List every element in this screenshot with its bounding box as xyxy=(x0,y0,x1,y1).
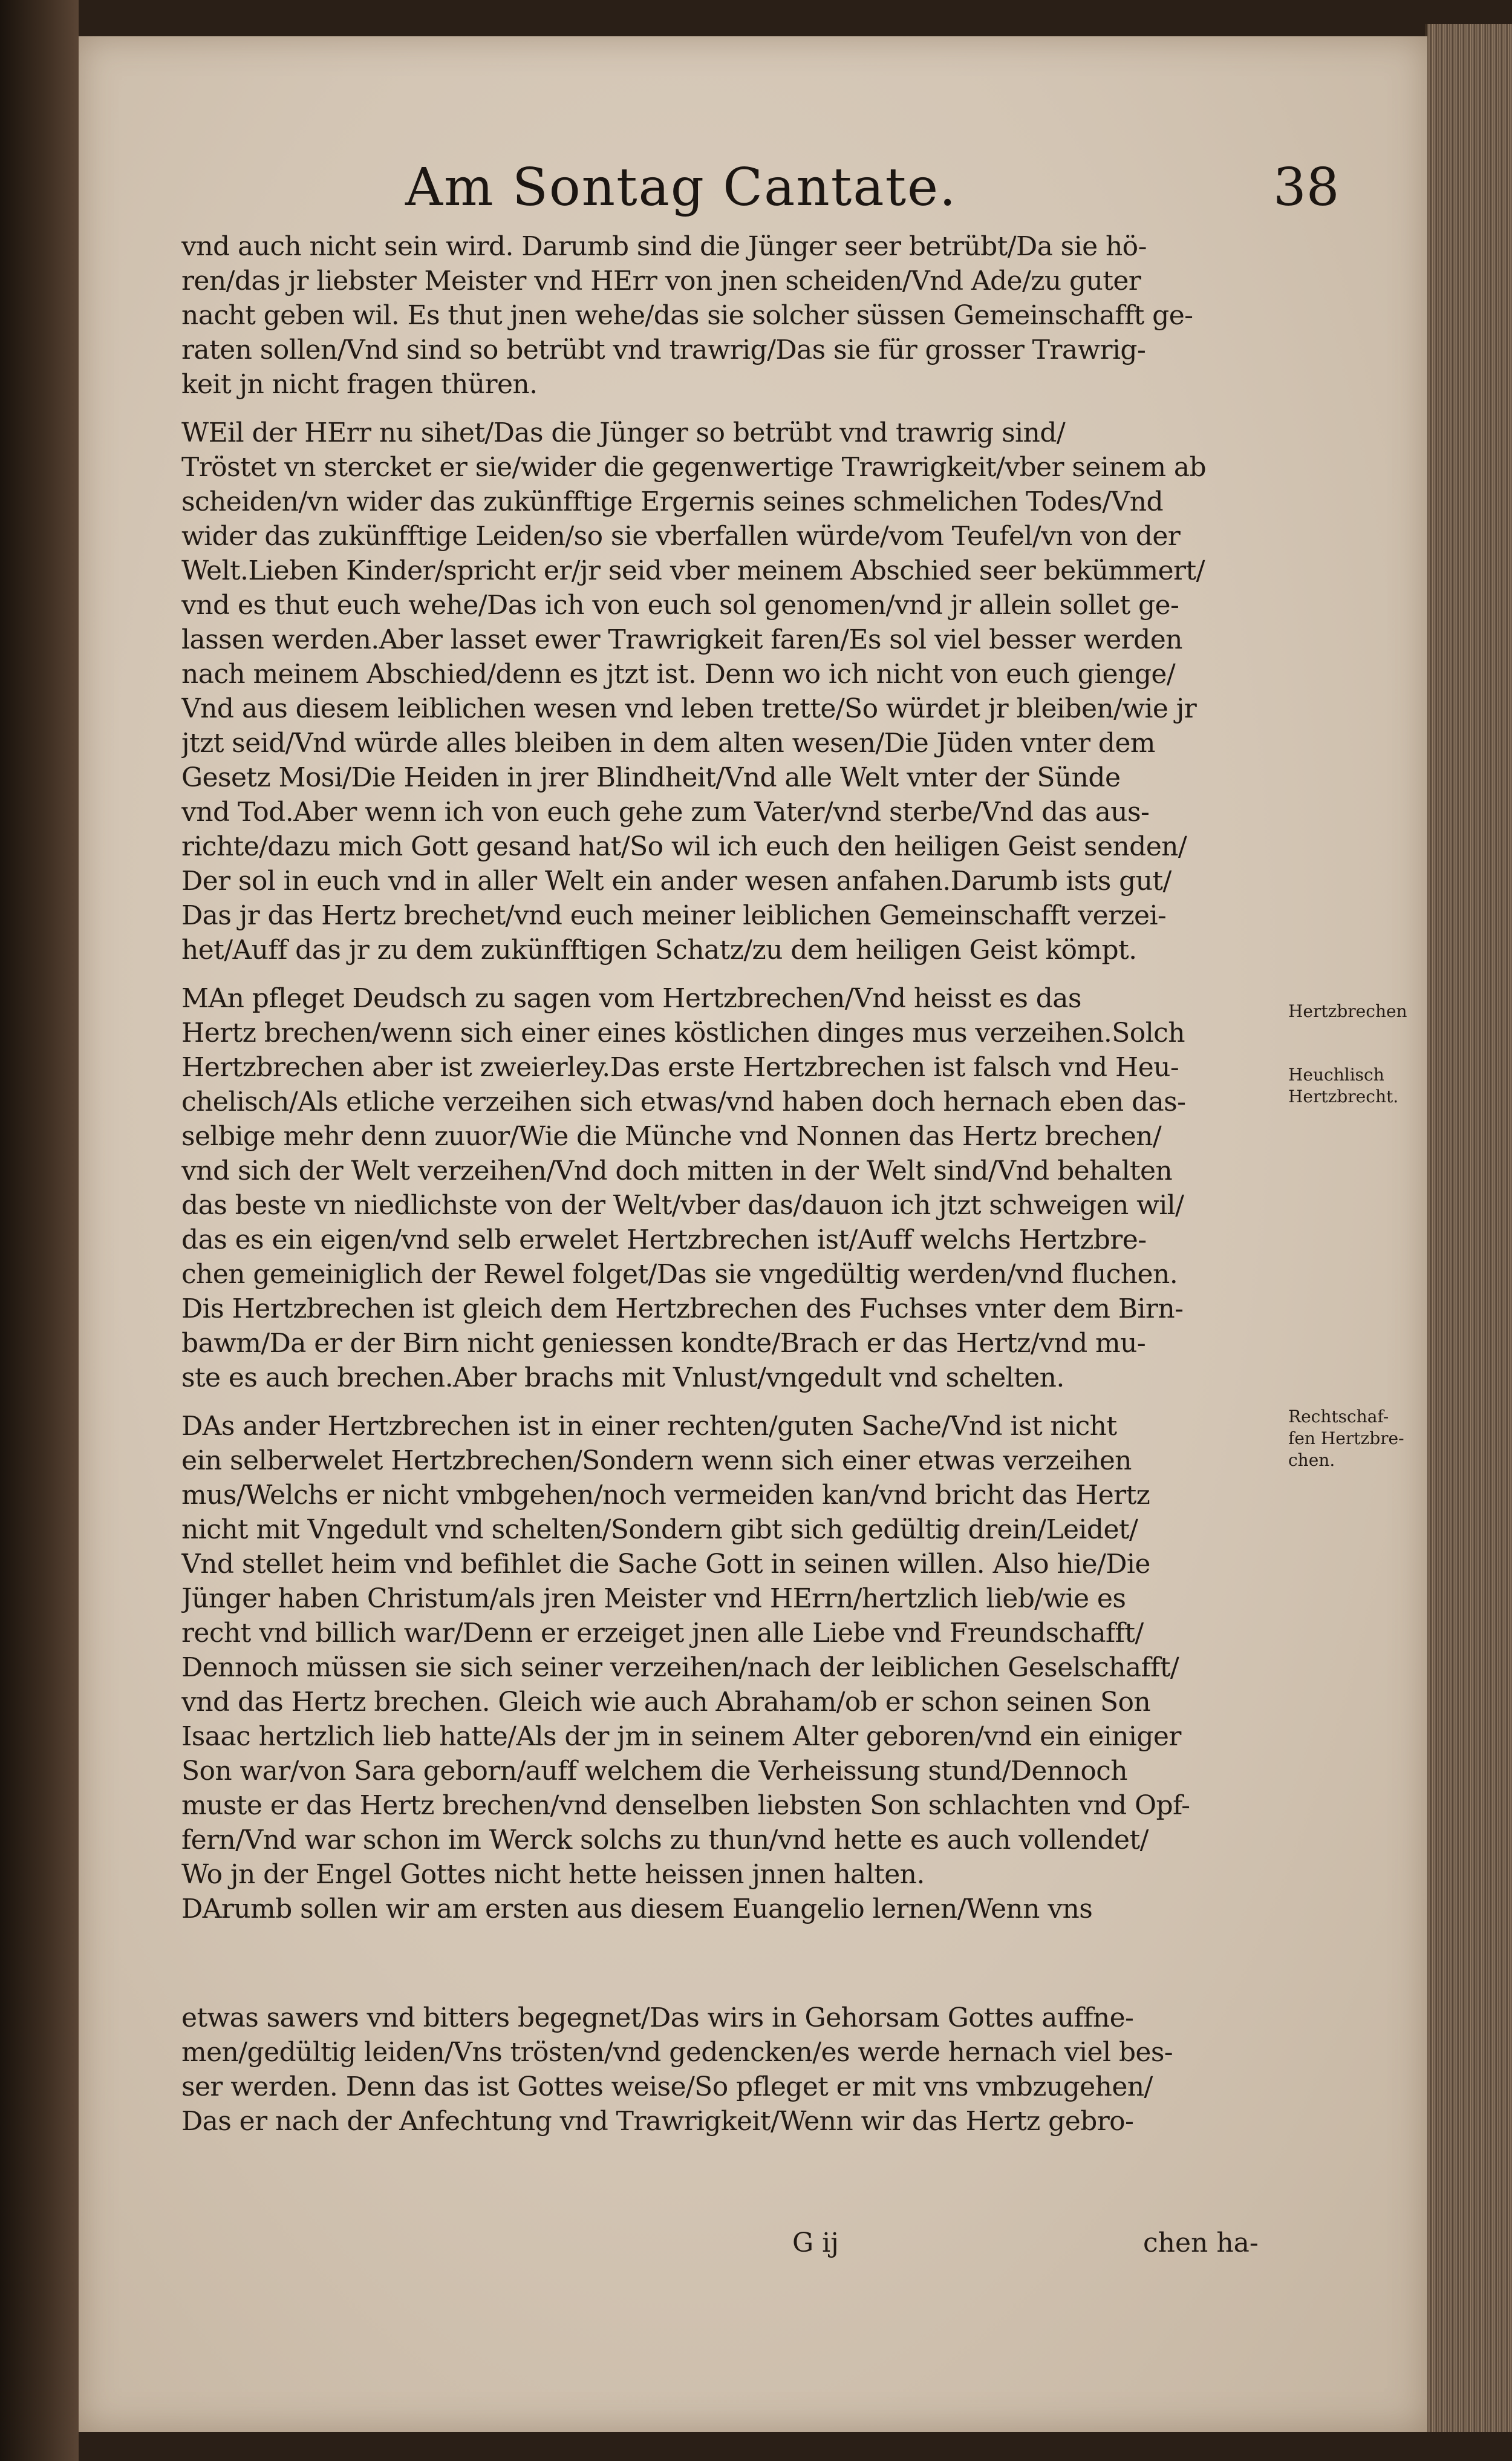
book-page xyxy=(79,36,1427,2432)
margin-note: Heuchlisch xyxy=(1288,1065,1384,1085)
text-line: vnd auch nicht sein wird. Darumb sind die Jünger seer betrübt/Da sie hö- xyxy=(181,231,1147,262)
text-line: nicht mit Vngedult vnd schelten/Sondern gibt sich gedültig drein/Leidet/ xyxy=(181,1514,1138,1545)
text-line: WEil der HErr nu sihet/Das die Jünger so betrübt vnd trawrig sind/ xyxy=(181,417,1066,448)
text-line: recht vnd billich war/Denn er erzeiget jnen alle Liebe vnd Freundschafft/ xyxy=(181,1618,1144,1649)
text-line: Wo jn der Engel Gottes nicht hette heissen jnnen halten. xyxy=(181,1859,925,1890)
text-line: men/gedültig leiden/Vns trösten/vnd gedencken/es werde hernach viel bes- xyxy=(181,2037,1173,2068)
text-line: chen gemeiniglich der Rewel folget/Das sie vngedültig werden/vnd fluchen. xyxy=(181,1259,1178,1290)
text-line: het/Auff das jr zu dem zukünfftigen Schatz/zu dem heiligen Geist kömpt. xyxy=(181,935,1137,966)
text-line: Der sol in euch vnd in aller Welt ein ander wesen anfahen.Darumb ists gut/ xyxy=(181,866,1171,897)
margin-notes xyxy=(1270,36,1421,2396)
margin-note: Hertzbrechen xyxy=(1288,1001,1407,1021)
text-line: ein selberwelet Hertzbrechen/Sondern wenn sich einer etwas verzeihen xyxy=(181,1445,1132,1476)
text-line: Das er nach der Anfechtung vnd Trawrigkeit/Wenn wir das Hertz gebro- xyxy=(181,2106,1134,2137)
text-line: das es ein eigen/vnd selb erwelet Hertzbrechen ist/Auff welchs Hertzbre- xyxy=(181,1224,1147,1255)
margin-note: Rechtschaf- xyxy=(1288,1407,1389,1427)
text-line: wider das zukünfftige Leiden/so sie vberfallen würde/vom Teufel/vn von der xyxy=(181,521,1181,552)
text-line: muste er das Hertz brechen/vnd denselben liebsten Son schlachten vnd Opf- xyxy=(181,1790,1190,1821)
text-line: fern/Vnd war schon im Werck solchs zu thun/vnd hette es auch vollendet/ xyxy=(181,1825,1149,1855)
text-line: ren/das jr liebster Meister vnd HErr von jnen scheiden/Vnd Ade/zu guter xyxy=(181,266,1141,296)
text-line: scheiden/vn wider das zukünfftige Ergernis seines schmelichen Todes/Vnd xyxy=(181,486,1164,517)
text-line: lassen werden.Aber lasset ewer Trawrigkeit faren/Es sol viel besser werden xyxy=(181,624,1182,655)
text-line: Das jr das Hertz brechet/vnd euch meiner leiblichen Gemeinschafft verzei- xyxy=(181,900,1167,931)
text-line: etwas sawers vnd bitters begegnet/Das wirs in Gehorsam Gottes auffne- xyxy=(181,2002,1134,2033)
text-line: Tröstet vn stercket er sie/wider die gegenwertige Trawrigkeit/vber seinem ab xyxy=(181,452,1207,483)
text-line: Hertz brechen/wenn sich einer eines köstlichen dinges mus verzeihen.Solch xyxy=(181,1018,1185,1048)
margin-note: fen Hertzbre- xyxy=(1288,1428,1404,1448)
text-line: vnd es thut euch wehe/Das ich von euch sol genomen/vnd jr allein sollet ge- xyxy=(181,590,1179,621)
text-line: ste es auch brechen.Aber brachs mit Vnlust/vngedult vnd schelten. xyxy=(181,1362,1064,1393)
text-line: vnd sich der Welt verzeihen/Vnd doch mitten in der Welt sind/Vnd behalten xyxy=(181,1155,1173,1186)
text-line: Gesetz Mosi/Die Heiden in jrer Blindheit/Vnd alle Welt vnter der Sünde xyxy=(181,762,1121,793)
book-spine-shadow xyxy=(0,0,79,2461)
text-line: Dis Hertzbrechen ist gleich dem Hertzbrechen des Fuchses vnter dem Birn- xyxy=(181,1293,1184,1324)
text-line: DAs ander Hertzbrechen ist in einer rechten/guten Sache/Vnd ist nicht xyxy=(181,1411,1117,1442)
text-line: Dennoch müssen sie sich seiner verzeihen/nach der leiblichen Geselschafft/ xyxy=(181,1652,1179,1683)
text-line: Hertzbrechen aber ist zweierley.Das erste Hertzbrechen ist falsch vnd Heu- xyxy=(181,1052,1179,1083)
body-text xyxy=(103,36,1288,2396)
page-edges xyxy=(1425,24,1512,2432)
text-line: Welt.Lieben Kinder/spricht er/jr seid vber meinem Abschied seer bekümmert/ xyxy=(181,555,1205,586)
margin-note: Hertzbrecht. xyxy=(1288,1087,1399,1106)
text-line: raten sollen/Vnd sind so betrübt vnd trawrig/Das sie für grosser Trawrig- xyxy=(181,335,1146,365)
text-line xyxy=(181,2174,1318,2208)
signature-mark: G ij xyxy=(792,2227,839,2258)
text-line: MAn pfleget Deudsch zu sagen vom Hertzbrechen/Vnd heisst es das xyxy=(181,983,1081,1014)
text-line: das beste vn niedlichste von der Welt/vber das/dauon ich jtzt schweigen wil/ xyxy=(181,1190,1184,1221)
text-line xyxy=(181,2139,1318,2173)
text-line: Vnd stellet heim vnd befihlet die Sache Gott in seinen willen. Also hie/Die xyxy=(181,1549,1150,1580)
text-line: Son war/von Sara geborn/auff welchem die Verheissung stund/Dennoch xyxy=(181,1756,1127,1786)
margin-note: chen. xyxy=(1288,1450,1335,1470)
text-line: bawm/Da er der Birn nicht geniessen kondte/Brach er das Hertz/vnd mu- xyxy=(181,1328,1146,1359)
text-line: vnd Tod.Aber wenn ich von euch gehe zum Vater/vnd sterbe/Vnd das aus- xyxy=(181,797,1150,828)
text-line: DArumb sollen wir am ersten aus diesem Euangelio lernen/Wenn vns xyxy=(181,1894,1093,1924)
text-line: richte/dazu mich Gott gesand hat/So wil ich euch den heiligen Geist senden/ xyxy=(181,831,1187,862)
catchword: chen ha- xyxy=(1143,2227,1259,2258)
text-line: Jünger haben Christum/als jren Meister vnd HErrn/hertzlich lieb/wie es xyxy=(181,1583,1126,1614)
folio-number: 38 xyxy=(1273,157,1340,218)
text-line: jtzt seid/Vnd würde alles bleiben in dem alten wesen/Die Jüden vnter dem xyxy=(181,728,1155,759)
text-line: mus/Welchs er nicht vmbgehen/noch vermeiden kan/vnd bricht das Hertz xyxy=(181,1480,1150,1511)
text-line: selbige mehr denn zuuor/Wie die Münche vnd Nonnen das Hertz brechen/ xyxy=(181,1121,1162,1152)
text-line: chelisch/Als etliche verzeihen sich etwas/vnd haben doch hernach eben das- xyxy=(181,1087,1186,1117)
text-line: nach meinem Abschied/denn es jtzt ist. Denn wo ich nicht von euch gienge/ xyxy=(181,659,1176,690)
text-line: Vnd aus diesem leiblichen wesen vnd leben trette/So würdet jr bleiben/wie jr xyxy=(181,693,1197,724)
text-line: ser werden. Denn das ist Gottes weise/So pfleget er mit vns vmbzugehen/ xyxy=(181,2071,1153,2102)
text-line: Isaac hertzlich lieb hatte/Als der jm in seinem Alter geboren/vnd ein einiger xyxy=(181,1721,1181,1752)
text-line: nacht geben wil. Es thut jnen wehe/das sie solcher süssen Gemeinschafft ge- xyxy=(181,300,1193,331)
text-line: keit jn nicht fragen thüren. xyxy=(181,369,538,400)
text-line: vnd das Hertz brechen. Gleich wie auch Abraham/ob er schon seinen Son xyxy=(181,1687,1151,1717)
running-head: Am Sontag Cantate. xyxy=(405,157,957,218)
